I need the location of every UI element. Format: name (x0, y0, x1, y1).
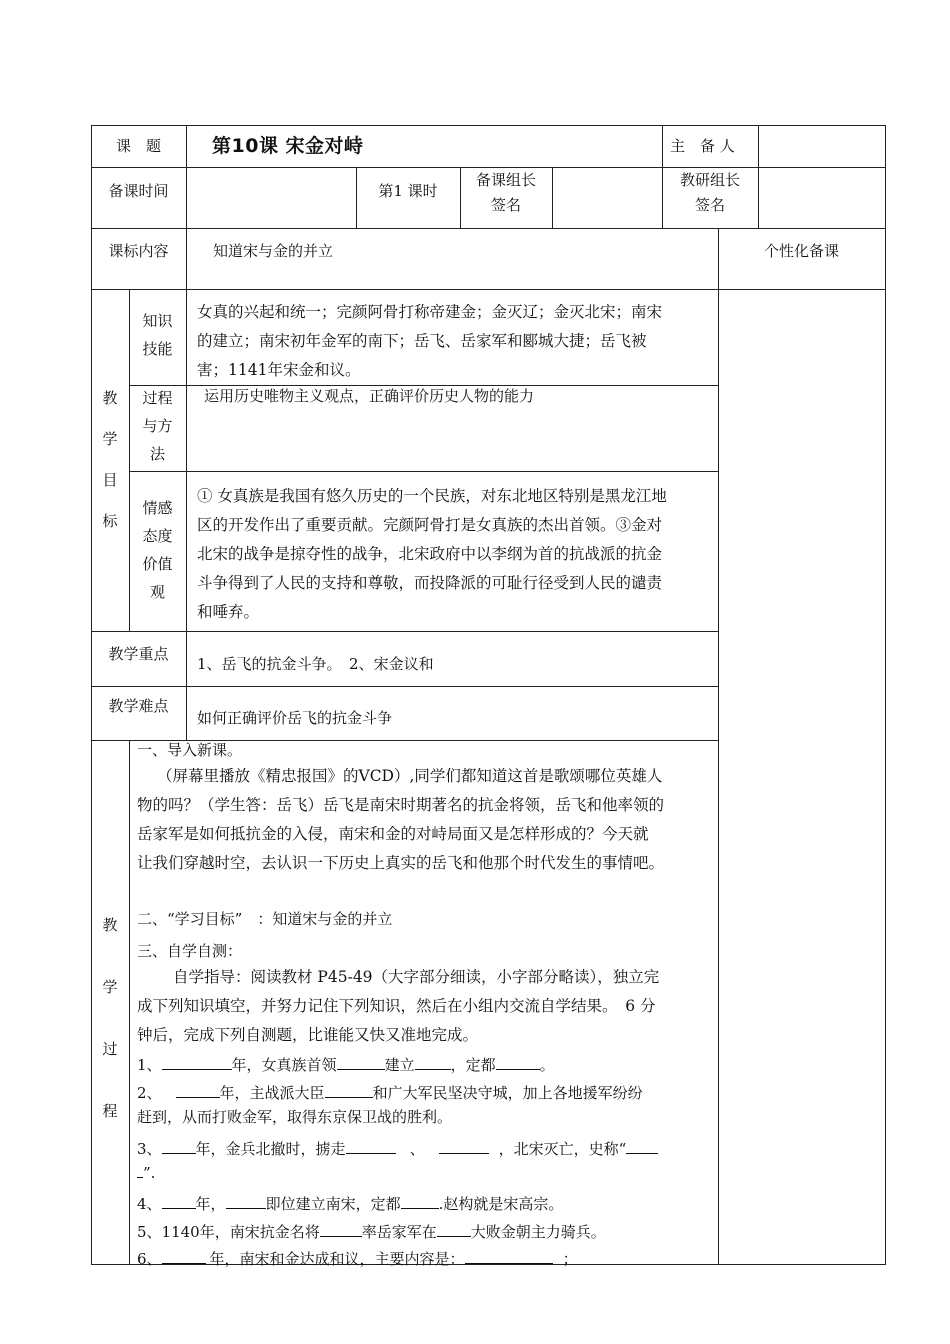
row-divider (91, 228, 886, 229)
emotion-line: 北宋的战争是掠夺性的战争，北宋政府中以李纲为首的抗战派的抗金 (197, 545, 663, 563)
table-top-border (91, 125, 886, 126)
question-6 (137, 1247, 578, 1269)
q4-text: .赵构就是宋高宗。 (438, 1195, 564, 1213)
col-divider (718, 228, 719, 1264)
process-group-label (98, 894, 122, 1142)
q6-blank-year (162, 1247, 206, 1264)
research-leader-sign-line1: 教研组长 (679, 171, 740, 189)
standard-label: 课标内容 (108, 242, 169, 260)
research-leader-sign-label (662, 168, 758, 218)
q1-blank-year (162, 1053, 232, 1070)
objectives-char: 目 (102, 471, 118, 489)
q1-text: 年，女真族首领 (231, 1056, 337, 1074)
emotion-line: 和唾弃。 (197, 603, 260, 621)
key-point-label: 教学重点 (108, 645, 169, 663)
q3-blank-event (626, 1137, 658, 1154)
q3-number: 3、 (137, 1140, 162, 1158)
q1-text: 。 (539, 1056, 555, 1074)
personal-prep-label: 个性化备课 (763, 242, 839, 260)
q1-text: 建立 (384, 1056, 415, 1074)
q5-text: 率岳家军在 (361, 1223, 437, 1241)
preparer-label: 主 备 人 (670, 137, 735, 155)
q6-number: 6、 (137, 1250, 162, 1268)
process-label (129, 384, 186, 468)
intro-line: 物的吗？（学生答：岳飞）岳飞是南宋时期著名的抗金将领，岳飞和他率领的 (137, 796, 665, 814)
q2-blank-minister (325, 1081, 373, 1098)
q3-blank-emperor-2 (439, 1137, 489, 1154)
process-char: 教 (102, 916, 118, 934)
intro-heading: 一、导入新课。 (137, 741, 243, 759)
q4-text: 年， (195, 1195, 226, 1213)
standard-content: 知道宋与金的并立 (213, 242, 334, 260)
emotion-content (197, 482, 712, 627)
q2-text: 年，主战派大臣 (219, 1084, 325, 1102)
q2-text: 和广大军民坚决守城，加上各地援军纷纷 (372, 1084, 643, 1102)
topic-label: 课 题 (115, 137, 161, 155)
knowledge-line: 女真的兴起和统一；完颜阿骨打称帝建金；金灭辽；金灭北宋；南宋 (197, 303, 663, 321)
question-2-line2: 赶到，从而打败金军，取得东京保卫战的胜利。 (137, 1108, 453, 1126)
intro-line: 岳家军是如何抵抗金的入侵，南宋和金的对峙局面又是怎样形成的？今天就 (137, 825, 649, 843)
guide-line: 成下列知识填空，并努力记住下列知识，然后在小组内交流自学结果。 6 分 (137, 997, 656, 1015)
q5-text: 大败金朝主力骑兵。 (470, 1223, 606, 1241)
q3-blank-year (162, 1137, 196, 1154)
q1-blank-state (415, 1053, 451, 1070)
question-3-line2 (137, 1161, 155, 1183)
emotion-line: 区的开发作出了重要贡献。完颜阿骨打是女真族的杰出首领。③金对 (197, 516, 663, 534)
q2-number: 2、 (137, 1084, 162, 1102)
key-point-content: 1、岳飞的抗金斗争。 2、宋金议和 (197, 655, 434, 673)
intro-paragraph (137, 762, 717, 878)
q3-text: 年，金兵北撤时，掳走 (195, 1140, 346, 1158)
col-divider (129, 740, 130, 1264)
col-divider (758, 125, 759, 228)
knowledge-label-line1: 知识 (142, 312, 173, 330)
process-label-line2: 与方 (142, 417, 173, 435)
emotion-line: 斗争得到了人民的支持和尊敬，而投降派的可耻行径受到人民的谴责 (197, 574, 663, 592)
guide-line: 自学指导：阅读教材 P45-49（大字部分细读，小字部分略读），独立完 (173, 968, 660, 986)
q4-blank-year (162, 1192, 196, 1209)
prep-time-label: 备课时间 (108, 182, 169, 200)
self-test-heading: 三、自学自测： (137, 942, 243, 960)
knowledge-line: 害；1141年宋金和议。 (197, 361, 361, 379)
knowledge-line: 的建立；南宋初年金军的南下；岳飞、岳家军和郾城大捷；岳飞被 (197, 332, 647, 350)
group-leader-sign-line2: 签名 (490, 196, 521, 214)
knowledge-label-line2: 技能 (142, 340, 173, 358)
q5-text: 5、1140年，南宋抗金名将 (137, 1223, 320, 1241)
q2-blank-year (176, 1081, 220, 1098)
emotion-label-line4: 观 (149, 583, 165, 601)
row-divider (129, 471, 718, 472)
col-divider (552, 167, 553, 228)
process-label-line1: 过程 (142, 389, 173, 407)
emotion-label (129, 494, 186, 606)
col-divider (186, 631, 187, 740)
period-label: 第1 课时 (378, 182, 438, 200)
emotion-label-line3: 价值 (142, 555, 173, 573)
q3-text: ，北宋灭亡，史称“ (498, 1140, 627, 1158)
q1-number: 1、 (137, 1056, 162, 1074)
process-content: 运用历史唯物主义观点，正确评价历史人物的能力 (204, 387, 535, 405)
q4-number: 4、 (137, 1195, 162, 1213)
q1-blank-leader (337, 1053, 385, 1070)
process-char: 程 (102, 1102, 118, 1120)
col-divider (186, 125, 187, 289)
q4-blank-person (226, 1192, 266, 1209)
knowledge-label (129, 307, 186, 363)
q3-text: ”. (143, 1164, 156, 1182)
q6-blank-content (465, 1247, 553, 1264)
lesson-title: 第10课 宋金对峙 (212, 135, 364, 157)
difficulty-content: 如何正确评价岳飞的抗金斗争 (197, 709, 393, 727)
objectives-group-label (98, 378, 122, 542)
intro-line: 让我们穿越时空，去认识一下历史上真实的岳飞和他那个时代发生的事情吧。 (137, 854, 665, 872)
table-left-border (91, 125, 92, 1265)
q4-text: 即位建立南宋，定都 (265, 1195, 401, 1213)
guide-line: 钟后，完成下列自测题，比谁能又快又准地完成。 (137, 1026, 479, 1044)
q6-text: 年，南宋和金达成和议，主要内容是： (209, 1250, 465, 1268)
difficulty-label: 教学难点 (108, 697, 169, 715)
q3-separator: 、 (409, 1140, 425, 1158)
q1-blank-capital (496, 1053, 540, 1070)
question-4 (137, 1192, 563, 1214)
learning-goal-line: 二、“学习目标” ：知道宋与金的并立 (137, 910, 393, 928)
q6-text: ； (562, 1250, 578, 1268)
emotion-label-line1: 情感 (142, 499, 173, 517)
process-char: 过 (102, 1040, 118, 1058)
emotion-label-line2: 态度 (142, 527, 173, 545)
process-label-line3: 法 (149, 445, 165, 463)
objectives-char: 标 (102, 512, 118, 530)
question-3 (137, 1137, 658, 1159)
question-2 (137, 1081, 643, 1103)
table-right-border (885, 125, 886, 1265)
col-divider (186, 289, 187, 631)
q4-blank-capital (401, 1192, 439, 1209)
question-1 (137, 1053, 555, 1075)
group-leader-sign-line1: 备课组长 (475, 171, 536, 189)
process-char: 学 (102, 978, 118, 996)
objectives-char: 学 (102, 430, 118, 448)
self-study-guide (137, 963, 717, 1050)
objectives-char: 教 (102, 389, 118, 407)
knowledge-content (197, 298, 712, 385)
q5-blank-place (437, 1220, 471, 1237)
q5-blank-general (320, 1220, 362, 1237)
row-divider (91, 289, 886, 290)
group-leader-sign-label (460, 168, 552, 218)
research-leader-sign-line2: 签名 (694, 196, 725, 214)
question-5 (137, 1220, 606, 1242)
emotion-line: ① 女真族是我国有悠久历史的一个民族，对东北地区特别是黑龙江地 (197, 487, 667, 505)
q3-blank-emperor-1 (346, 1137, 396, 1154)
q1-text: ，定都 (450, 1056, 496, 1074)
intro-line: （屏幕里播放《精忠报国》的VCD）,同学们都知道这首是歌颂哪位英雄人 (157, 767, 663, 785)
